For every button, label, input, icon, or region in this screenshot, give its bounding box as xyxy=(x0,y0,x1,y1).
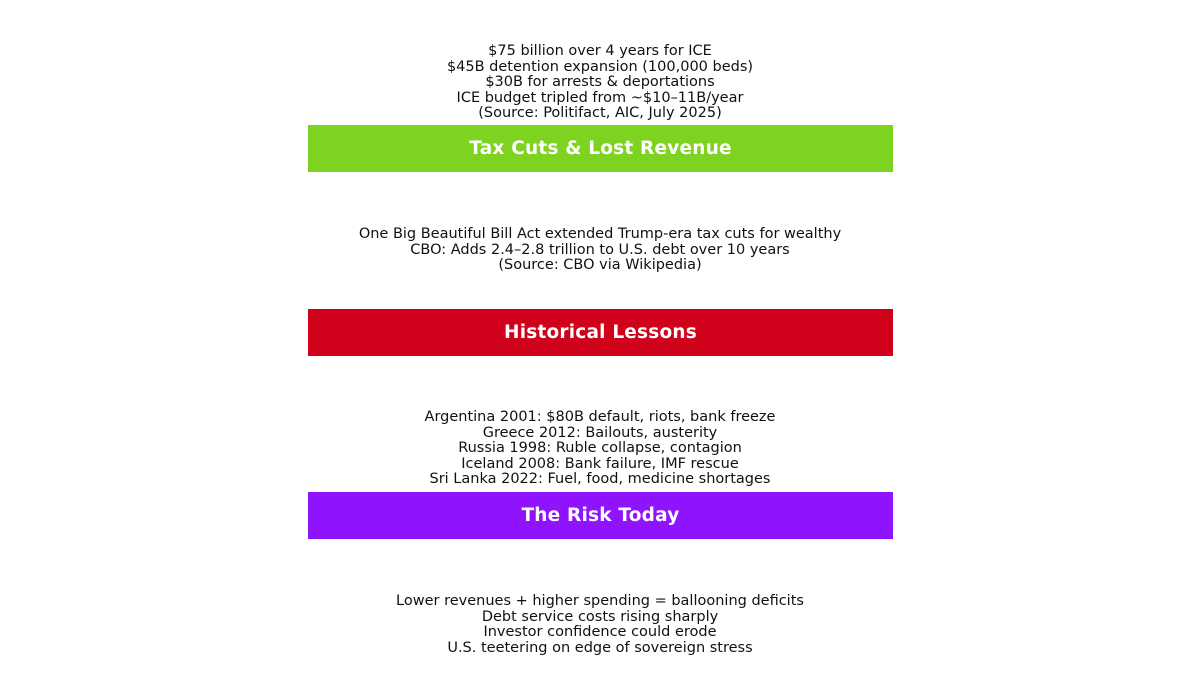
ice-source-line: (Source: Politifact, AIC, July 2025) xyxy=(478,105,722,122)
tax-line: CBO: Adds 2.4–2.8 trillion to U.S. debt over 10 years xyxy=(410,241,790,258)
history-line: Argentina 2001: $80B default, riots, bank freeze xyxy=(424,409,776,425)
tax-cuts-banner xyxy=(308,125,893,172)
risk-today-banner xyxy=(308,492,893,539)
ice-funding-text xyxy=(300,44,900,122)
ice-line: ICE budget tripled from ~$10–11B/year xyxy=(456,89,744,106)
tax-line: One Big Beautiful Bill Act extended Trump-era tax cuts for wealthy xyxy=(358,226,842,242)
tax-source-line: (Source: CBO via Wikipedia) xyxy=(498,257,702,274)
risk-line: U.S. teetering on edge of sovereign stress xyxy=(447,639,753,656)
risk-line: Debt service costs rising sharply xyxy=(481,608,719,625)
ice-line: $45B detention expansion (100,000 beds) xyxy=(446,58,754,75)
history-line: Greece 2012: Bailouts, austerity xyxy=(482,424,718,441)
risk-today-text xyxy=(300,594,900,656)
ice-line: $30B for arrests & deportations xyxy=(485,74,715,91)
tax-cuts-title: Tax Cuts & Lost Revenue xyxy=(469,138,732,159)
risk-line: Lower revenues + higher spending = ballooning deficits xyxy=(396,593,804,609)
history-line: Iceland 2008: Bank failure, IMF rescue xyxy=(461,455,739,472)
risk-line: Investor confidence could erode xyxy=(483,624,717,641)
historical-lessons-text xyxy=(300,410,900,488)
ice-line: $75 billion over 4 years for ICE xyxy=(488,43,712,59)
history-line: Russia 1998: Ruble collapse, contagion xyxy=(458,440,742,457)
risk-today-title: The Risk Today xyxy=(521,505,680,526)
history-line: Sri Lanka 2022: Fuel, food, medicine shortages xyxy=(429,471,771,488)
tax-cuts-text xyxy=(300,227,900,274)
historical-lessons-title: Historical Lessons xyxy=(504,322,697,343)
historical-lessons-banner xyxy=(308,309,893,356)
